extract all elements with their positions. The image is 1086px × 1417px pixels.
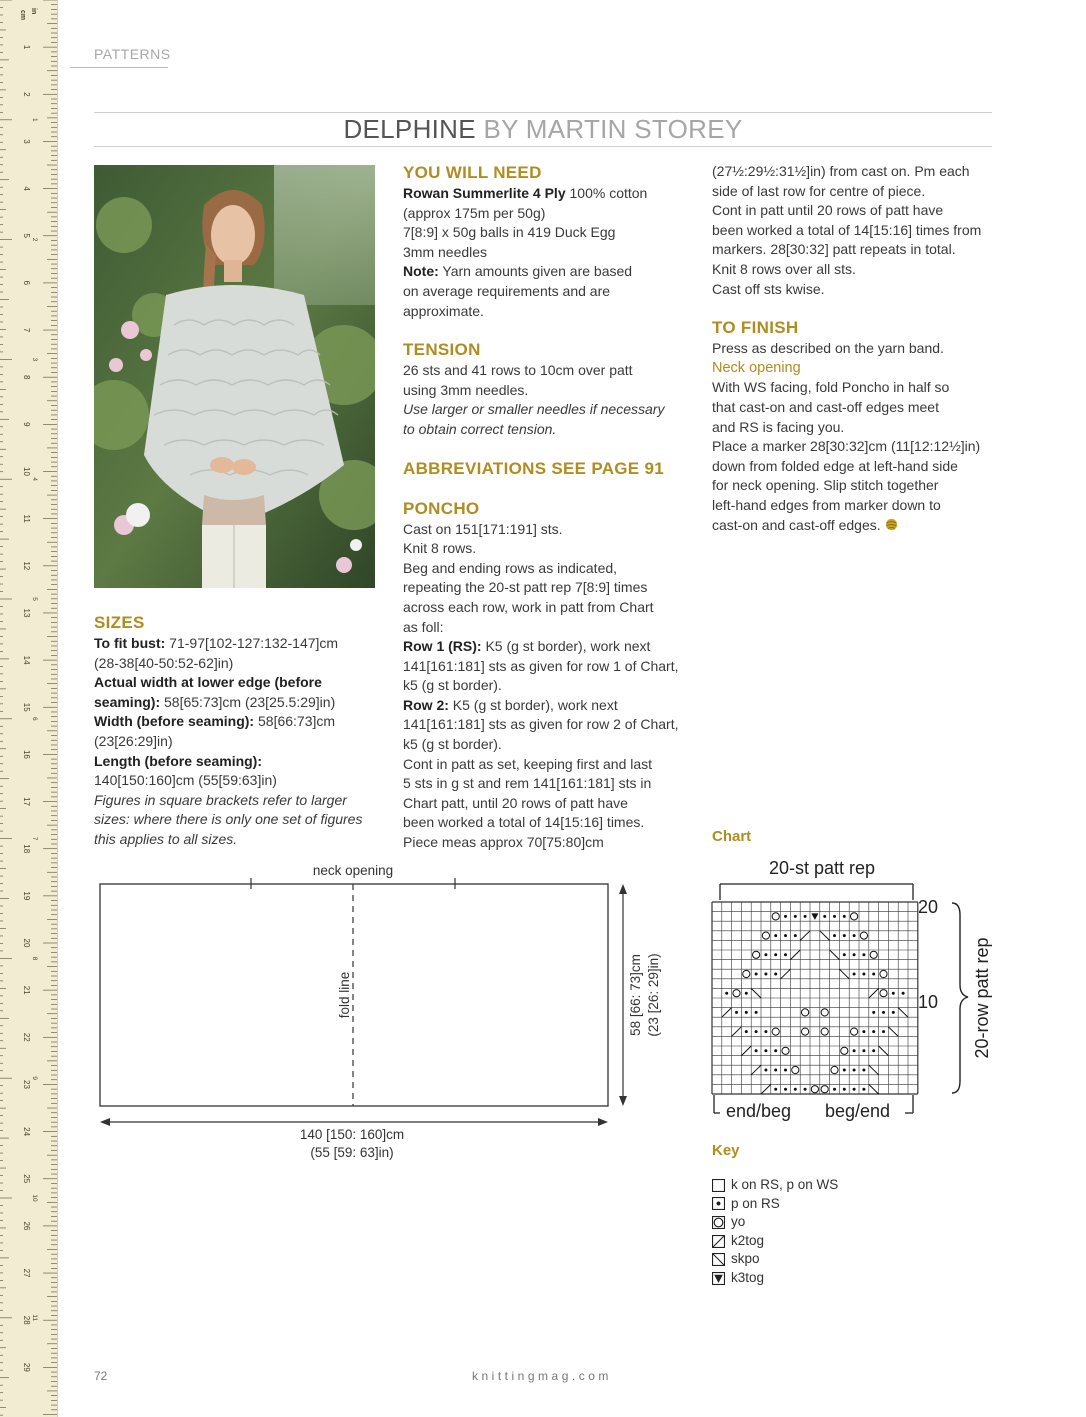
purl-stitch-mark — [735, 1011, 738, 1014]
key-item-label: k2tog — [731, 1232, 765, 1248]
to-finish-heading: TO FINISH — [712, 318, 799, 338]
skpo-mark — [869, 1065, 879, 1075]
ruler-cm-label: 1 — [22, 44, 31, 50]
poncho-instructions-a — [403, 520, 693, 638]
poncho-line: Cont in patt as set, keeping first and last — [403, 755, 653, 772]
row2-line-3: k5 (g st border). — [403, 736, 502, 753]
yarn-over-mark — [831, 1066, 838, 1073]
ruler-inch-label: 3 — [31, 357, 38, 362]
yarn-over-mark — [802, 1028, 809, 1035]
yarn-quantity: 7[8:9] x 50g balls in 419 Duck Egg — [403, 224, 616, 241]
width-cm-label: 140 [150: 160]cm — [299, 1127, 405, 1142]
poncho-line: Knit 8 rows over all sts. — [712, 260, 856, 277]
length-label: Length (before seaming): — [94, 752, 263, 769]
neck-opening-instructions — [712, 378, 1002, 535]
width-in-label: (55 [59: 63]in) — [310, 1145, 394, 1160]
purl-stitch-mark — [862, 1049, 865, 1052]
finish-line: cast-on and cast-off edges. — [712, 516, 1002, 536]
purl-stitch-mark — [872, 973, 875, 976]
yarn-over-mark — [821, 1028, 828, 1035]
page-title — [94, 114, 992, 145]
ruler-cm-label: 17 — [22, 797, 31, 807]
yarn-over-mark — [880, 970, 887, 977]
row-10-label: 10 — [918, 992, 939, 1012]
k2tog-mark — [869, 988, 879, 998]
key-item — [712, 1195, 838, 1214]
k2tog-mark — [732, 1027, 742, 1037]
finish-line: left-hand edges from marker down to — [712, 496, 941, 513]
ruler-cm-label: 22 — [22, 1032, 31, 1042]
skpo-mark — [879, 1046, 889, 1056]
ruler-cm-label: 15 — [22, 702, 31, 712]
tension-line-2: using 3mm needles. — [403, 381, 529, 398]
poncho-schematic — [94, 858, 674, 1168]
poncho-line: Piece meas approx 70[75:80]cm — [403, 834, 604, 851]
yarn-over-mark — [870, 951, 877, 958]
note-line-2: on average requirements and are — [403, 282, 611, 299]
note-line-3: approximate. — [403, 302, 484, 319]
height-in-label: (23 [26: 29]in) — [646, 953, 661, 1037]
poncho-line: markers. 28[30:32] patt repeats in total. — [712, 241, 956, 258]
key-item-label: skpo — [731, 1251, 760, 1267]
purl-stitch-mark — [853, 973, 856, 976]
purl-stitch-mark — [755, 1030, 758, 1033]
column-two — [403, 162, 693, 853]
title-bottom-rule — [94, 146, 992, 147]
ruler-inch-label: 6 — [31, 716, 38, 721]
yarn-over-mark — [860, 932, 867, 939]
tension-heading: TENSION — [403, 340, 481, 360]
poncho-line: Knit 8 rows. — [403, 540, 477, 557]
purl-stitch-mark — [745, 1011, 748, 1014]
key-item-label: k on RS, p on WS — [731, 1177, 839, 1192]
purl-stitch-mark — [823, 915, 826, 918]
actual-width-label-1: Actual width at lower edge (before — [94, 674, 322, 691]
purl-stitch-mark — [882, 1030, 885, 1033]
k3tog-mark — [811, 913, 818, 920]
ruler-cm-label: 28 — [22, 1315, 31, 1325]
width-value: 58[66:73]cm — [254, 713, 336, 730]
row1-line-2: 141[161:181] sts as given for row 1 of Chart, — [403, 657, 679, 674]
width-label: Width (before seaming): — [94, 713, 255, 730]
width-arrow-left-head — [100, 1118, 110, 1126]
key-item — [712, 1250, 838, 1269]
ruler-cm-label: 4 — [22, 186, 31, 191]
purl-stitch-mark — [755, 973, 758, 976]
skpo-mark — [888, 1027, 898, 1037]
ruler-inch-label: 5 — [31, 597, 38, 601]
width-arrow-right-head — [598, 1118, 608, 1126]
fold-line-label: fold line — [337, 971, 352, 1019]
purl-stitch-mark — [774, 1088, 777, 1091]
poncho-line: repeating the 20-st patt rep 7[8:9] times — [403, 579, 648, 596]
poncho-line: Cont in patt until 20 rows of patt have — [712, 202, 944, 219]
skpo-mark — [898, 1008, 908, 1018]
website: knittingmag.com — [472, 1369, 612, 1383]
ruler-inch-label: 10 — [31, 1194, 38, 1202]
purl-stitch-mark — [774, 1049, 777, 1052]
purl-stitch-mark — [892, 1011, 895, 1014]
purl-stitch-mark — [853, 1069, 856, 1072]
skpo-mark — [751, 988, 761, 998]
purl-stitch-mark — [784, 915, 787, 918]
height-arrow-bottom-head — [619, 1096, 627, 1106]
ruler-cm-label: 2 — [22, 92, 31, 97]
pattern-name: DELPHINE — [343, 114, 476, 144]
key-item — [712, 1176, 838, 1195]
row2-line-2: 141[161:181] sts as given for row 2 of Chart, — [403, 716, 679, 733]
length-value: 140[150:160]cm (55[59:63]in) — [94, 772, 277, 789]
purl-stitch-mark — [725, 992, 728, 995]
ruler-ticks — [0, 0, 57, 1417]
model-photo — [94, 165, 375, 588]
ruler-inch-label: 2 — [31, 237, 38, 242]
purl-stitch-mark — [853, 1088, 856, 1091]
purl-stitch-mark — [862, 973, 865, 976]
purl-stitch-mark — [745, 1030, 748, 1033]
yarn-over-mark — [802, 1009, 809, 1016]
sizes-note-2: sizes: where there is only one set of figures — [94, 811, 363, 828]
key-item-label: yo — [731, 1214, 746, 1230]
yarn-over-mark — [782, 1047, 789, 1054]
purl-stitch-mark — [794, 1088, 797, 1091]
yarn-over-mark — [762, 932, 769, 939]
ruler-cm-label: 27 — [22, 1268, 31, 1278]
ruler-cm-label: 8 — [22, 374, 31, 380]
purl-stitch-mark — [833, 934, 836, 937]
note-line: Note: Yarn amounts given are based — [403, 263, 633, 280]
finish-line: Place a marker 28[30:32]cm (11[12:12½]in) — [712, 438, 981, 455]
needles: 3mm needles — [403, 243, 488, 260]
purl-stitch-mark — [774, 1069, 777, 1072]
poncho-line: been worked a total of 14[15:16] times from — [712, 221, 982, 238]
skpo-icon — [712, 1253, 725, 1266]
purl-stitch-mark — [804, 915, 807, 918]
sizes-note-1: Figures in square brackets refer to larger — [94, 791, 347, 808]
purl-stitch-mark — [755, 1011, 758, 1014]
ruler-cm-label: 29 — [22, 1362, 31, 1372]
width-line — [94, 712, 384, 732]
ruler-cm-label: 25 — [22, 1174, 31, 1184]
purl-stitch-mark — [902, 992, 905, 995]
purl-stitch-mark — [755, 1049, 758, 1052]
poncho-line: Cast on 151[171:191] sts. — [403, 520, 563, 537]
neck-opening-label: neck opening — [312, 863, 394, 878]
knit-stitch-icon — [712, 1179, 725, 1192]
k2tog-mark — [751, 1065, 761, 1075]
k3tog-icon — [712, 1272, 725, 1285]
poncho-line: Beg and ending rows as indicated, — [403, 559, 618, 576]
yarn-over-mark — [811, 1086, 818, 1093]
purl-stitch-mark — [804, 1088, 807, 1091]
purl-stitch-mark — [872, 1030, 875, 1033]
row1-line-3: k5 (g st border). — [403, 677, 502, 694]
page-number: 72 — [94, 1369, 108, 1383]
yarn-over-mark — [733, 990, 740, 997]
purl-stitch-mark — [764, 1069, 767, 1072]
key-heading: Key — [712, 1142, 740, 1159]
neck-opening-subheading: Neck opening — [712, 359, 801, 376]
ruler-inch-label: 4 — [31, 477, 38, 482]
actual-width-value: 58[65:73]cm (23[25.5:29]in) — [160, 693, 336, 710]
purl-stitch-mark — [764, 1049, 767, 1052]
k2tog-mark — [741, 1046, 751, 1056]
yarn-weight: (approx 175m per 50g) — [403, 204, 546, 221]
key-item — [712, 1269, 838, 1288]
ruler-cm-label: 18 — [22, 844, 31, 854]
yarn-over-mark — [821, 1086, 828, 1093]
purl-stitch-mark — [862, 953, 865, 956]
finish-press: Press as described on the yarn band. — [712, 340, 944, 357]
purl-stitch-mark — [843, 1088, 846, 1091]
k2tog-icon — [712, 1235, 725, 1248]
end-beg-label: end/beg — [726, 1101, 792, 1121]
yarn-over-mark — [841, 1047, 848, 1054]
row2-line: Row 2: K5 (g st border), work next — [403, 696, 618, 713]
k2tog-mark — [722, 1008, 732, 1018]
sizes-section — [94, 612, 384, 850]
poncho-line: side of last row for centre of piece. — [712, 182, 926, 199]
measuring-ruler — [0, 0, 58, 1417]
purl-stitch-mark — [862, 1069, 865, 1072]
purl-stitch-mark — [872, 1049, 875, 1052]
yarn-over-mark — [792, 1066, 799, 1073]
purl-stitch-mark — [862, 1088, 865, 1091]
ruler-inch-label: 1 — [31, 117, 38, 122]
purl-stitch-mark — [843, 1069, 846, 1072]
key-item-label: k3tog — [731, 1269, 765, 1285]
purl-stitch-mark — [853, 1049, 856, 1052]
chart-grid — [712, 902, 918, 1094]
yarn-over-mark — [851, 913, 858, 920]
tension-line-1: 26 sts and 41 rows to 10cm over patt — [403, 362, 633, 379]
purl-stitch-mark — [882, 1011, 885, 1014]
poncho-line: (27½:29½:31½]in) from cast on. Pm each — [712, 163, 970, 179]
skpo-mark — [839, 969, 849, 979]
purl-stitch-mark — [843, 934, 846, 937]
purl-stitch-mark — [794, 915, 797, 918]
yarn-over-mark — [753, 951, 760, 958]
ruler-inch-label: 7 — [31, 836, 38, 841]
sizes-note-3: this applies to all sizes. — [94, 830, 238, 847]
purl-stitch-mark — [774, 953, 777, 956]
width-inches: (23[26:29]in) — [94, 732, 173, 749]
purl-stitch-mark — [784, 934, 787, 937]
ruler-cm-label: 26 — [22, 1221, 31, 1231]
yarn-over-mark — [851, 1028, 858, 1035]
yarn-over-mark — [880, 990, 887, 997]
k2tog-mark — [761, 1084, 771, 1094]
purl-stitch-mark — [784, 953, 787, 956]
sizes-heading: SIZES — [94, 613, 145, 632]
row-repeat-brace — [952, 903, 968, 1093]
actual-width-label-2: seaming): — [94, 693, 161, 710]
column-three — [712, 162, 1002, 535]
fit-bust-line — [94, 634, 384, 654]
purl-stitch-mark — [843, 953, 846, 956]
skpo-mark — [820, 931, 830, 941]
row-20-label: 20 — [918, 897, 939, 917]
section-divider — [70, 67, 168, 68]
ruler-inch-label: 8 — [31, 956, 38, 961]
finish-line: With WS facing, fold Poncho in half so — [712, 379, 950, 396]
poncho-line: 5 sts in g st and rem 141[161:181] sts in — [403, 775, 652, 792]
title-top-rule — [94, 112, 992, 113]
ruler-inch-label: 9 — [31, 1076, 38, 1081]
stitch-repeat-label: 20-st patt rep — [768, 858, 876, 878]
purl-stitch-mark — [774, 934, 777, 937]
yarn-over-icon — [712, 1216, 725, 1229]
purl-stitch-mark — [764, 1030, 767, 1033]
beg-end-label: beg/end — [825, 1101, 891, 1121]
stitch-chart — [706, 855, 1006, 1125]
purl-stitch-mark — [745, 992, 748, 995]
ruler-cm-label: 24 — [22, 1127, 31, 1137]
tension-note-2: to obtain correct tension. — [403, 420, 557, 437]
yarn-ball-icon — [881, 517, 898, 533]
ruler-cm-label: 10 — [22, 467, 31, 476]
fit-bust-value: 71-97[102-127:132-147]cm — [165, 635, 339, 651]
yarn-over-mark — [743, 970, 750, 977]
skpo-mark — [830, 950, 840, 960]
ruler-cm-label: 6 — [22, 280, 31, 286]
purl-stitch-mark — [843, 915, 846, 918]
ruler-unit-label: in — [30, 8, 37, 15]
ruler-unit-label: cm — [19, 10, 26, 21]
purl-stitch-mark — [784, 1069, 787, 1072]
height-arrow-top-head — [619, 884, 627, 894]
finish-line: down from folded edge at left-hand side — [712, 457, 958, 474]
row-repeat-label: 20-row patt rep — [972, 937, 992, 1059]
chart-heading: Chart — [712, 828, 752, 845]
fit-bust-inches: (28-38[40-50:52-62]in) — [94, 654, 234, 671]
you-will-need-heading: YOU WILL NEED — [403, 163, 542, 182]
skpo-mark — [869, 1084, 879, 1094]
designer-byline: BY MARTIN STOREY — [483, 114, 743, 144]
height-cm-label: 58 [66: 73]cm — [628, 954, 643, 1036]
yarn-over-mark — [772, 1028, 779, 1035]
poncho-heading: PONCHO — [403, 498, 480, 518]
purl-stitch-mark — [862, 1030, 865, 1033]
purl-stitch-mark — [764, 973, 767, 976]
purl-stitch-mark — [853, 953, 856, 956]
ruler-cm-label: 21 — [22, 985, 31, 995]
poncho-line: been worked a total of 14[15:16] times. — [403, 814, 645, 831]
purl-stitch-mark — [833, 1088, 836, 1091]
yarn-over-mark — [772, 913, 779, 920]
row1-line: Row 1 (RS): K5 (g st border), work next — [403, 638, 651, 655]
key-item — [712, 1232, 838, 1251]
ruler-cm-label: 7 — [22, 327, 31, 333]
yarn-name: Rowan Summerlite 4 Ply — [403, 185, 566, 201]
key-item — [712, 1213, 838, 1232]
finish-line: and RS is facing you. — [712, 418, 845, 435]
purl-stitch-mark — [784, 1088, 787, 1091]
poncho-line: Cast off sts kwise. — [712, 280, 825, 297]
purl-stitch-mark — [764, 953, 767, 956]
purl-stitch-mark — [774, 973, 777, 976]
key-item-label: p on RS — [731, 1195, 780, 1211]
ruler-cm-label: 16 — [22, 749, 31, 759]
k2tog-mark — [800, 931, 810, 941]
yarn-over-mark — [821, 1009, 828, 1016]
ruler-cm-label: 23 — [22, 1079, 31, 1089]
purl-stitch-mark — [833, 915, 836, 918]
k2tog-mark — [790, 950, 800, 960]
finish-line: that cast-on and cast-off edges meet — [712, 398, 939, 415]
poncho-rectangle — [100, 884, 608, 1106]
ruler-cm-label: 9 — [22, 422, 31, 427]
ruler-cm-label: 14 — [22, 655, 31, 665]
section-label: PATTERNS — [94, 46, 171, 62]
ruler-cm-label: 19 — [22, 891, 31, 901]
purl-stitch-mark — [872, 1011, 875, 1014]
ruler-cm-label: 11 — [22, 514, 31, 523]
purl-stitch-icon — [712, 1197, 725, 1210]
yarn-line: Rowan Summerlite 4 Ply 100% cotton — [403, 185, 648, 201]
poncho-line: as foll: — [403, 618, 444, 635]
purl-stitch-mark — [892, 992, 895, 995]
poncho-instructions-b — [403, 755, 693, 853]
k2tog-mark — [781, 969, 791, 979]
ruler-cm-label: 5 — [22, 233, 31, 238]
tension-note-1: Use larger or smaller needles if necessary — [403, 401, 665, 418]
ruler-inch-label: 11 — [31, 1314, 38, 1322]
abbreviations-heading: ABBREVIATIONS SEE PAGE 91 — [403, 458, 664, 478]
purl-stitch-mark — [853, 934, 856, 937]
purl-stitch-mark — [794, 934, 797, 937]
ruler-cm-label: 3 — [22, 139, 31, 144]
ruler-cm-label: 13 — [22, 608, 31, 618]
poncho-line: across each row, work in patt from Chart — [403, 598, 654, 615]
actual-width-line — [94, 693, 384, 713]
ruler-cm-label: 20 — [22, 938, 31, 948]
chart-key — [712, 1176, 838, 1288]
ruler-cm-label: 12 — [22, 561, 31, 571]
fit-bust-label: To fit bust: — [94, 635, 166, 651]
poncho-line: Chart patt, until 20 rows of patt have — [403, 794, 628, 811]
finish-line: for neck opening. Slip stitch together — [712, 477, 939, 494]
poncho-continued — [712, 162, 1002, 299]
